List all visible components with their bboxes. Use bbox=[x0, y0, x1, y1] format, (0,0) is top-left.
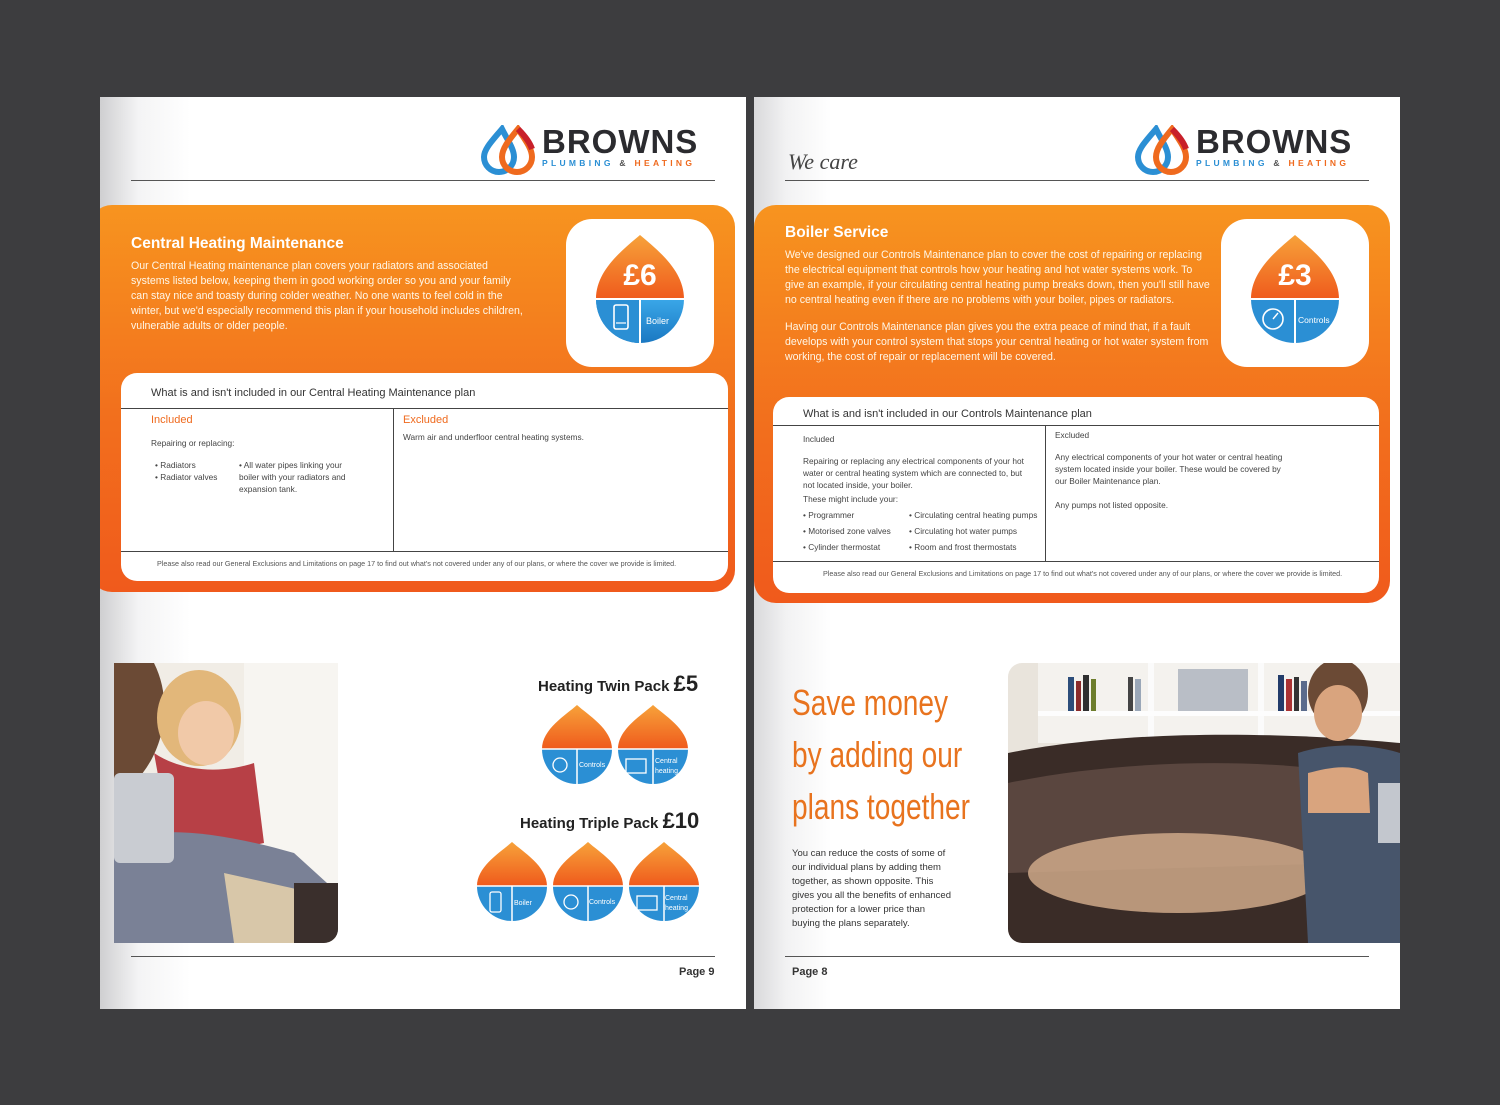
included-item: • Circulating hot water pumps bbox=[909, 526, 1018, 536]
table-footnote: Please also read our General Exclusions and Limitations on page 17 to find out what's not covered under any of our plans, or where the cover we provide is limited. bbox=[823, 569, 1343, 578]
twin-item-label: Controls bbox=[579, 762, 606, 769]
section-intro-1: We've designed our Controls Maintenance plan to cover the cost of repairing or replacing the electrical equipment that controls how your heating and hot water systems work. To give an example, if your circulating central heating pump breaks down, then you'll still have no central heating even if there are no problems with your boiler, pipes or radiators. bbox=[785, 249, 1210, 306]
triple-pack-title bbox=[520, 808, 699, 834]
included-item: • Motorised zone valves bbox=[803, 526, 891, 536]
table-heading: What is and isn't included in our Controls Maintenance plan bbox=[803, 408, 1092, 420]
triple-item-label: Boiler bbox=[514, 900, 532, 907]
excluded-text: Any pumps not listed opposite. bbox=[1055, 500, 1168, 510]
included-item: • Cylinder thermostat bbox=[803, 542, 881, 552]
inclusions-table bbox=[773, 397, 1379, 593]
price-badge-card bbox=[566, 219, 714, 367]
table-rule-top bbox=[773, 425, 1379, 426]
twin-item-label: Central heating bbox=[655, 758, 678, 775]
badge-price: £3 bbox=[1278, 259, 1312, 292]
boiler-service-panel bbox=[754, 205, 1390, 603]
page-number: Page 8 bbox=[792, 966, 828, 978]
table-heading: What is and isn't included in our Central Heating Maintenance plan bbox=[151, 387, 476, 399]
logo-subtitle bbox=[542, 158, 695, 168]
excluded-label: Excluded bbox=[1055, 430, 1090, 440]
section-title: Central Heating Maintenance bbox=[131, 235, 344, 252]
controls-plan-badge bbox=[1221, 219, 1369, 367]
logo-wordmark: BROWNS bbox=[1196, 123, 1353, 160]
included-item: • All water pipes linking your boiler with your radiators and expansion tank. bbox=[239, 460, 346, 494]
excluded-text: Warm air and underfloor central heating systems. bbox=[403, 432, 584, 442]
triple-pack-name: Heating Triple Pack bbox=[520, 815, 659, 832]
logo-subtitle bbox=[1196, 158, 1349, 168]
man-sofa-photo bbox=[1008, 663, 1400, 943]
table-rule-bottom bbox=[121, 551, 728, 552]
badge-label: Controls bbox=[1298, 315, 1330, 325]
section-title: Boiler Service bbox=[785, 224, 889, 241]
logo-sub-plumbing: PLUMBING bbox=[1196, 158, 1268, 168]
logo-sub-amp: & bbox=[1273, 158, 1283, 168]
badge-label: Boiler bbox=[646, 316, 670, 326]
table-rule-top bbox=[121, 408, 728, 409]
included-item: • Circulating central heating pumps bbox=[909, 510, 1038, 520]
section-intro-2: Having our Controls Maintenance plan gives you the extra peace of mind that, if a fault develops with your control system that stops your central heating or hot water system from working, the cost of repair or replacement will be covered. bbox=[785, 321, 1209, 363]
twin-pack-drops bbox=[538, 703, 702, 793]
included-item: • Room and frost thermostats bbox=[909, 542, 1017, 552]
twin-pack-name: Heating Twin Pack bbox=[538, 678, 670, 695]
footer-divider bbox=[131, 956, 715, 957]
headline-line: by adding our bbox=[792, 734, 963, 775]
included-text: Repairing or replacing any electrical components of your hot water or central heating system which are connected to, but not located inside, your boiler. bbox=[803, 456, 1024, 490]
footer-divider bbox=[785, 956, 1369, 957]
brochure-page-left bbox=[100, 97, 746, 1009]
we-care-tagline: We care bbox=[788, 149, 858, 174]
header-divider bbox=[785, 180, 1369, 181]
section-intro: Our Central Heating maintenance plan covers your radiators and associated systems listed below, keeping them in good working order so you and your family can stay nice and toasty during colder weather. No one wants to feel cold in the winter, but we'd especially recommend this plan if your household includes children, vulnerable adults or older people. bbox=[131, 260, 523, 332]
brochure-page-right bbox=[754, 97, 1400, 1009]
browns-logo bbox=[480, 125, 716, 175]
excluded-text: Any electrical components of your hot water or central heating system located inside your boiler. These would be covered by our Boiler Maintenance plan. bbox=[1055, 452, 1283, 486]
badge-price: £6 bbox=[623, 259, 657, 292]
table-footnote: Please also read our General Exclusions and Limitations on page 17 to find out what's not covered under any of our plans, or where the cover we provide is limited. bbox=[157, 559, 677, 568]
included-label: Included bbox=[803, 434, 835, 444]
included-item: • Programmer bbox=[803, 510, 855, 520]
included-item: • Radiator valves bbox=[155, 472, 218, 482]
save-money-headline bbox=[792, 677, 970, 833]
header-divider bbox=[131, 180, 715, 181]
excluded-label: Excluded bbox=[403, 414, 449, 426]
price-badge-card bbox=[1221, 219, 1369, 367]
triple-item-label: Controls bbox=[589, 899, 616, 906]
headline-line: plans together bbox=[792, 786, 970, 827]
headline-line: Save money bbox=[792, 682, 949, 723]
included-sub: These might include your: bbox=[803, 494, 899, 504]
included-item: • Radiators bbox=[155, 460, 196, 470]
couple-photo bbox=[114, 663, 338, 943]
logo-wordmark: BROWNS bbox=[542, 123, 699, 160]
table-rule-bottom bbox=[773, 561, 1379, 562]
table-column-divider bbox=[393, 408, 394, 551]
logo-sub-heating: HEATING bbox=[634, 158, 696, 168]
browns-logo bbox=[1134, 125, 1370, 175]
central-heating-panel bbox=[100, 205, 735, 592]
logo-sub-plumbing: PLUMBING bbox=[542, 158, 614, 168]
logo-sub-amp: & bbox=[619, 158, 629, 168]
twin-pack-title bbox=[538, 671, 698, 697]
page-number: Page 9 bbox=[679, 966, 715, 978]
triple-pack-price: £10 bbox=[662, 808, 700, 833]
save-money-body: You can reduce the costs of some of our individual plans by adding them together, as shown opposite. This gives you all the benefits of enhanced protection for a lower price than buying the plans separately. bbox=[792, 848, 951, 929]
boiler-plan-badge bbox=[566, 219, 714, 367]
included-intro: Repairing or replacing: bbox=[151, 438, 235, 448]
triple-item-label: Central heating bbox=[665, 895, 688, 912]
logo-drops-icon bbox=[480, 125, 540, 175]
triple-pack-drops bbox=[473, 840, 707, 932]
table-column-divider bbox=[1045, 425, 1046, 561]
logo-sub-heating: HEATING bbox=[1288, 158, 1350, 168]
included-label: Included bbox=[151, 414, 193, 426]
inclusions-table bbox=[121, 373, 728, 581]
logo-drops-icon bbox=[1134, 125, 1194, 175]
twin-pack-price: £5 bbox=[673, 671, 699, 696]
